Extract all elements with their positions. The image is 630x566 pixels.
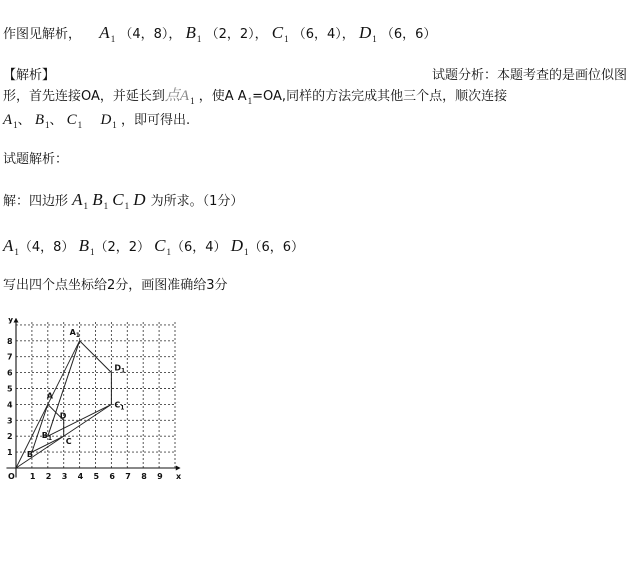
y-tick-label: 8 <box>7 336 13 346</box>
solution-header: 试题解析： <box>3 152 69 167</box>
analysis-line-2: 形，首先连接OA，并延长到点$A_1$ ，使A $A_1=OA$,同样的方法完成其他三个点，顺次连接 <box>3 88 508 106</box>
coordinate-graph <box>0 318 200 498</box>
x-tick-label: 1 <box>29 472 36 481</box>
point-label-d1: $D_1$ <box>114 363 126 375</box>
analysis-header-line <box>3 67 627 85</box>
y-tick-label: 2 <box>7 432 13 442</box>
point-label-b1: $B_1$ <box>41 431 53 443</box>
solution-quad-line: 解：四边形 $A_1$ $B_1$ $C_1$ D 为所求。（1分） <box>3 190 244 211</box>
answer-lead: 作图见解析， <box>3 27 82 42</box>
point-b1-coords: （2，2） <box>205 27 255 42</box>
y-axis-arrow <box>14 318 19 323</box>
x-tick-label: 4 <box>77 472 84 481</box>
point-a1-letter: A <box>99 23 110 42</box>
analysis-line-3: $A_1$、 $B_1$、 $C_1$ $D_1$ ，即可得出. <box>3 112 191 130</box>
x-tick-label: 2 <box>45 472 52 481</box>
point-label-c: C <box>65 437 72 447</box>
point-label-a: A <box>46 391 54 401</box>
x-tick-label: 5 <box>93 472 100 481</box>
y-tick-label: 7 <box>7 352 13 362</box>
point-d1-letter: D <box>358 23 372 42</box>
y-tick-label: 5 <box>7 384 13 394</box>
x-tick-label: 6 <box>109 472 115 481</box>
y-axis-label: y <box>8 318 14 325</box>
scoring-note: 写出四个点坐标给2分，画图准确给3分 <box>3 278 228 293</box>
answer-line: 作图见解析， $A_1$ （4，8）， $B_1$ （2，2）， $C_1$ （6，4）， $D_1$ （6，6） <box>3 23 437 44</box>
point-label-a1: $A_1$ <box>69 327 80 339</box>
analysis-right-text: 试题分析：本题考查的是画位似图 <box>431 68 627 83</box>
solution-coords-line: $A_1(4$，8） $B_1(2$，2） $C_1(6$，4） $D_1(6$，6） <box>3 236 305 257</box>
y-tick-label: 3 <box>7 416 13 426</box>
point-d1-coords: （6，6） <box>380 27 437 42</box>
x-tick-label: 9 <box>157 472 163 481</box>
point-c1-coords: （6，4） <box>292 27 342 42</box>
point-b1-letter: B <box>185 23 196 42</box>
origin-label: O <box>8 472 15 481</box>
point-label-b: B <box>26 450 34 460</box>
y-tick-label: 4 <box>7 400 13 410</box>
point-c1-letter: C <box>271 23 284 42</box>
y-tick-label: 1 <box>7 448 13 458</box>
point-a1-coords: （4，8） <box>119 27 169 42</box>
x-axis-label: x <box>176 472 182 481</box>
point-label-d: D <box>59 411 67 421</box>
analysis-point-a1: 点A <box>164 88 190 104</box>
x-axis-arrow <box>176 466 181 471</box>
analysis-header: 【解析】 <box>3 68 56 83</box>
grid-lines <box>16 320 175 468</box>
x-tick-label: 3 <box>61 472 68 481</box>
y-tick-label: 6 <box>7 368 13 378</box>
point-label-c1: $C_1$ <box>114 400 125 412</box>
x-tick-label: 7 <box>125 472 131 481</box>
x-tick-label: 8 <box>141 472 147 481</box>
